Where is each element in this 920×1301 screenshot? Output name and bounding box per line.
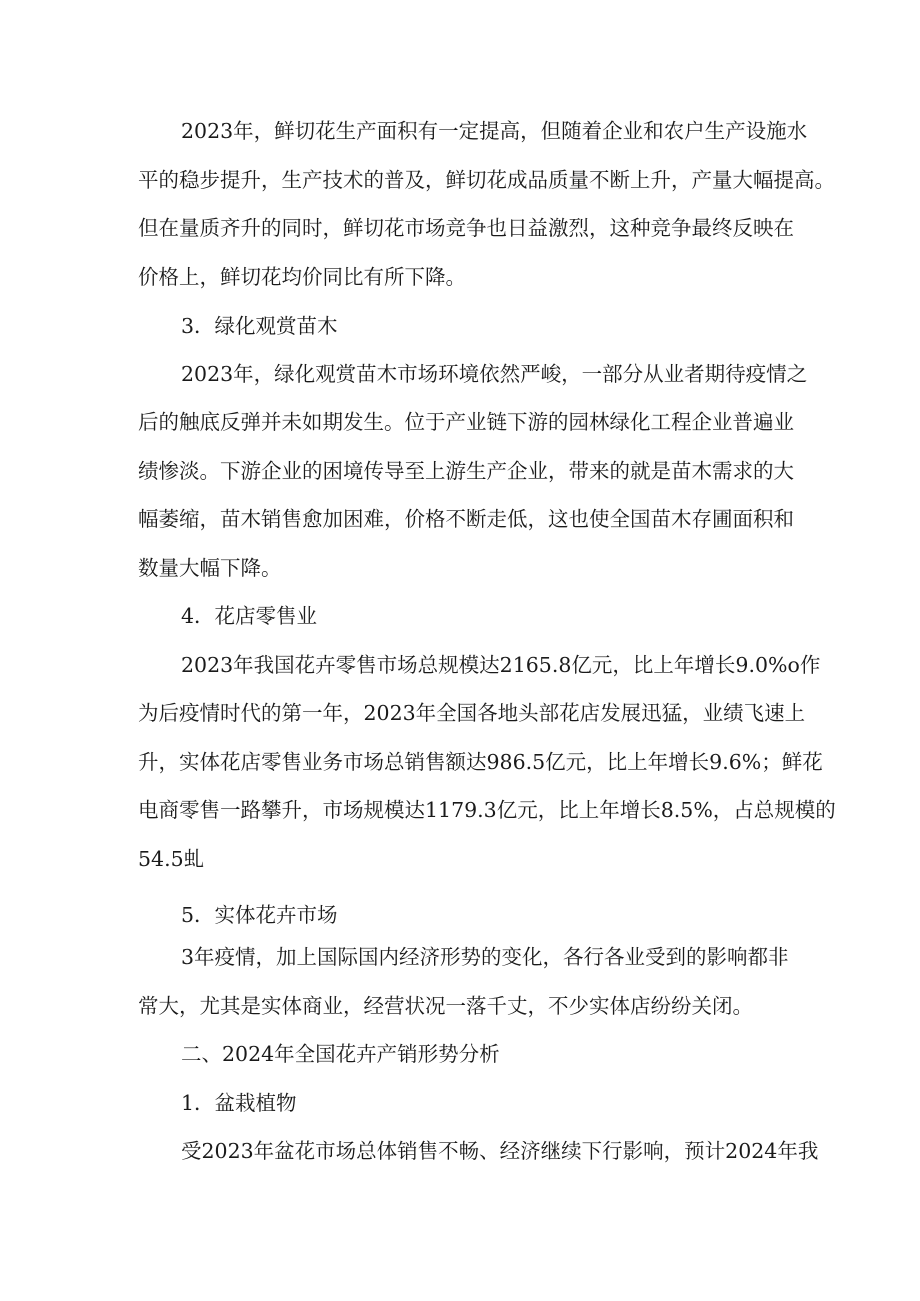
paragraph-line: 3年疫情，加上国际国内经济形势的变化，各行各业受到的影响都非 [181, 945, 789, 969]
paragraph-line: 受2023年盆花市场总体销售不畅、经济继续下行影响，预计2024年我 [181, 1139, 819, 1163]
paragraph-line: 幅萎缩，苗木销售愈加困难，价格不断走低，这也使全国苗木存圃面积和 [138, 507, 794, 531]
paragraph-line: 后的触底反弹并未如期发生。位于产业链下游的园林绿化工程企业普遍业 [138, 410, 794, 434]
paragraph-line: 数量大幅下降。 [138, 556, 282, 580]
paragraph-line: 2023年，绿化观赏苗木市场环境依然严峻，一部分从业者期待疫情之 [181, 362, 808, 386]
paragraph-line: 但在量质齐升的同时，鲜切花市场竞争也日益激烈，这种竞争最终反映在 [138, 216, 794, 240]
section-heading: 4．花店零售业 [181, 604, 318, 628]
paragraph-line: 价格上，鲜切花均价同比有所下降。 [138, 265, 466, 289]
paragraph-line: 常大，尤其是实体商业，经营状况一落千丈，不少实体店纷纷关闭。 [138, 994, 753, 1018]
paragraph-line: 2023年，鲜切花生产面积有一定提高，但随着企业和农户生产设施水 [181, 119, 808, 143]
paragraph-line: 为后疫情时代的第一年，2023年全国各地头部花店发展迅猛，业绩飞速上 [138, 701, 806, 725]
paragraph-line: 平的稳步提升，生产技术的普及，鲜切花成品质量不断上升，产量大幅提高。 [138, 168, 835, 192]
paragraph-line: 54.5虬 [138, 847, 205, 871]
paragraph-line: 绩惨淡。下游企业的困境传导至上游生产企业，带来的就是苗木需求的大 [138, 459, 794, 483]
section-heading: 1．盆栽植物 [181, 1091, 297, 1115]
paragraph-line: 电商零售一路攀升，市场规模达1179.3亿元，比上年增长8.5%，占总规模的 [138, 798, 836, 822]
section-heading: 二、2024年全国花卉产销形势分析 [181, 1042, 500, 1066]
section-heading: 5．实体花卉市场 [181, 903, 338, 927]
section-heading: 3．绿化观赏苗木 [181, 314, 338, 338]
paragraph-line: 升，实体花店零售业务市场总销售额达986.5亿元，比上年增长9.6%；鲜花 [138, 750, 823, 774]
paragraph-line: 2023年我国花卉零售市场总规模达2165.8亿元，比上年增长9.0%o作 [181, 653, 821, 677]
